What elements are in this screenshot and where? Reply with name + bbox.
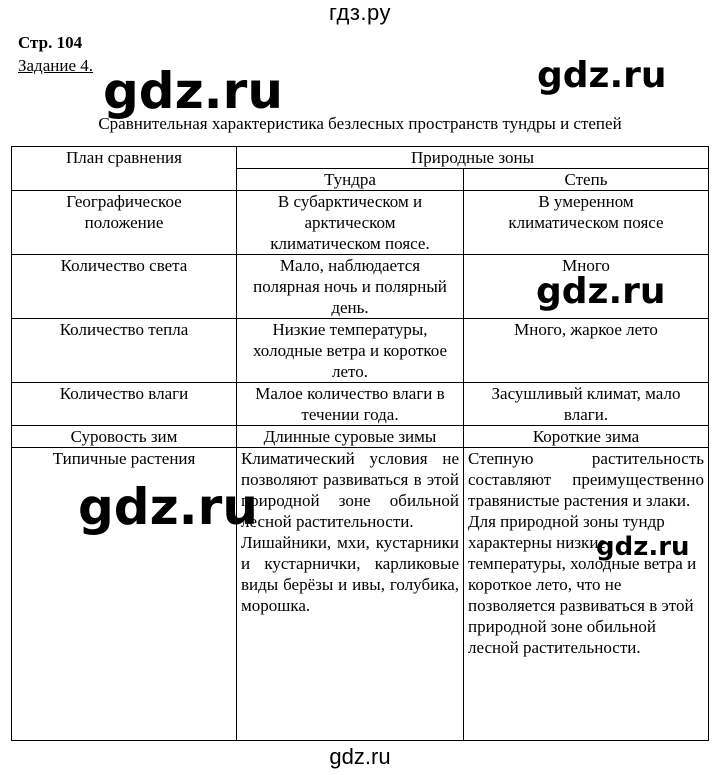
steppe-header: Степь (564, 170, 608, 189)
plan-header: План сравнения (66, 148, 182, 167)
tundra-cell (237, 255, 464, 319)
steppe-text: влаги. (563, 405, 609, 424)
table-row (12, 191, 709, 255)
tundra-text: арктическом (304, 213, 396, 232)
tundra-text: Климатический условия не позволяют развиваться в этой природной зоне обильной лесной растительности. (241, 449, 459, 531)
site-footer: gdz.ru (329, 744, 391, 769)
steppe-text: Короткие зима (532, 427, 640, 446)
tundra-text: В субарктическом и (277, 192, 423, 211)
criterion-text: Суровость зим (70, 427, 178, 446)
zones-header: Природные зоны (411, 148, 534, 167)
steppe-text: Засушливый климат, мало (491, 384, 681, 403)
tundra-text: Низкие температуры, (272, 320, 428, 339)
steppe-header-cell (464, 169, 709, 191)
tundra-header-cell (237, 169, 464, 191)
table-row (12, 319, 709, 383)
tundra-text: Мало, наблюдается (279, 256, 421, 275)
watermark: gdz.ru (78, 478, 258, 536)
tundra-cell (237, 426, 464, 448)
steppe-cell (464, 448, 709, 741)
steppe-cell (464, 191, 709, 255)
plan-header-cell (12, 147, 237, 191)
task-reference: Задание 4. (18, 56, 93, 75)
tundra-cell (237, 319, 464, 383)
steppe-text: Много, жаркое лето (514, 320, 658, 339)
steppe-text: климатическом поясе (508, 213, 664, 232)
criterion-cell (12, 255, 237, 319)
tundra-cell (237, 448, 464, 741)
tundra-text: Длинные суровые зимы (263, 427, 437, 446)
tundra-text: лето. (332, 362, 368, 381)
site-header: гдз.ру (328, 0, 392, 25)
criterion-text: Количество тепла (59, 320, 189, 339)
steppe-text: Много (562, 256, 610, 275)
zones-header-cell (237, 147, 709, 169)
tundra-cell (237, 383, 464, 426)
steppe-cell (464, 319, 709, 383)
steppe-cell (464, 426, 709, 448)
criterion-text: Количество влаги (59, 384, 189, 403)
tundra-header: Тундра (324, 170, 376, 189)
tundra-text: полярная ночь и полярный (253, 277, 447, 296)
criterion-cell (12, 383, 237, 426)
table-header-row (12, 147, 709, 169)
table-row (12, 383, 709, 426)
steppe-text: В умеренном (538, 192, 634, 211)
criterion-text: Количество света (60, 256, 188, 275)
table-row (12, 426, 709, 448)
tundra-text: холодные ветра и короткое (252, 341, 448, 360)
steppe-cell (464, 383, 709, 426)
page-reference: Стр. 104 (18, 33, 83, 52)
watermark: gdz.ru (596, 532, 690, 562)
criterion-cell (12, 426, 237, 448)
watermark: gdz.ru (103, 62, 283, 120)
comparison-table (11, 146, 709, 741)
criterion-text: положение (84, 213, 164, 232)
tundra-text: день. (331, 298, 369, 317)
tundra-text: Малое количество влаги в (255, 384, 445, 403)
tundra-text: Лишайники, мхи, кустарники и кустарнички, карликовые виды берёзы и ивы, голубика, морошка. (241, 533, 459, 615)
tundra-cell (237, 191, 464, 255)
criterion-text: Типичные растения (52, 449, 196, 468)
steppe-text: Степную растительность составляют преимущественно травянистые растения и злаки. (468, 449, 704, 510)
watermark: gdz.ru (537, 55, 667, 96)
document-title: Сравнительная характеристика безлесных пространств тундры и степей (98, 114, 622, 133)
tundra-text: климатическом поясе. (270, 234, 430, 253)
tundra-text: течении года. (301, 405, 399, 424)
criterion-cell (12, 191, 237, 255)
criterion-cell (12, 319, 237, 383)
criterion-text: Географическое (66, 192, 182, 211)
watermark: gdz.ru (536, 271, 666, 312)
steppe-text: Для природной зоны тундр характерны низкие температуры, холодные ветра и короткое лето, что не позволяется развиваться в этой природной зоне обильной лесной растительности. (468, 512, 697, 657)
